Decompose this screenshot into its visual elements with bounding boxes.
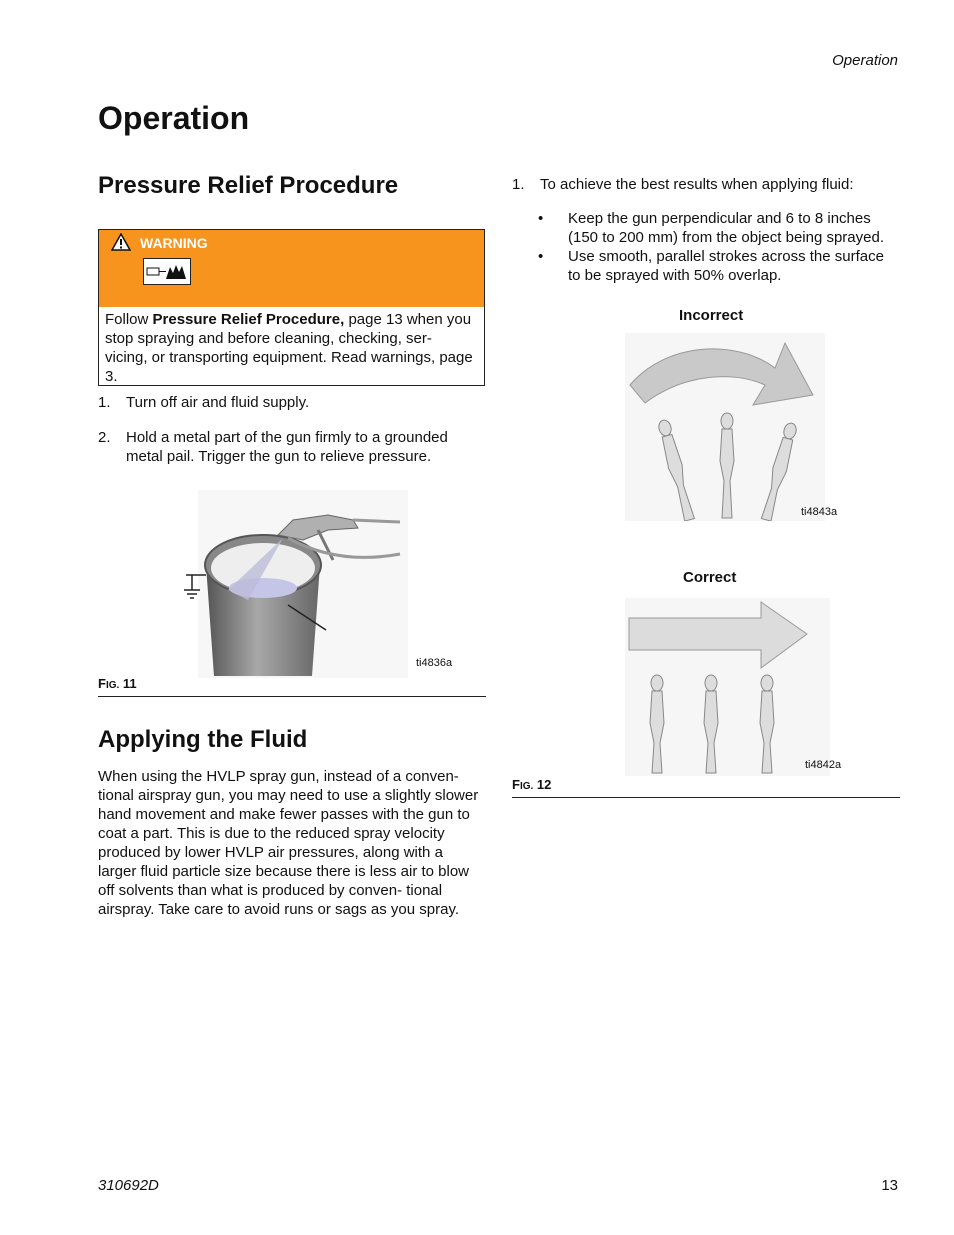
step-number: 1.: [98, 394, 111, 411]
warning-text-pre: Follow: [105, 311, 153, 328]
bullet-text: Keep the gun perpendicular and 6 to 8 inches (150 to 200 mm) from the object being sprayed.: [568, 210, 884, 246]
bullet-icon: •: [538, 210, 544, 227]
figure-rule: [98, 696, 486, 697]
bullet-text: Use smooth, parallel strokes across the surface to be sprayed with 50% overlap.: [568, 248, 884, 284]
figure-label: [512, 777, 551, 792]
figure-label-prefix: F: [512, 777, 520, 792]
pail-grounding-illustration: [178, 490, 408, 678]
warning-box: [98, 229, 485, 386]
correct-straight-stroke-illustration: [625, 598, 830, 776]
figure-id: ti4843a: [801, 506, 838, 518]
warning-header: [99, 230, 484, 307]
incorrect-label: Incorrect: [679, 307, 744, 324]
step-text: Hold a metal part of the gun firmly to a grounded metal pail. Trigger the gun to relieve pressure.: [126, 429, 448, 465]
step-text: To achieve the best results when applying fluid:: [540, 176, 854, 193]
step-text: Turn off air and fluid supply.: [126, 394, 310, 411]
step-number: 2.: [98, 429, 111, 446]
figure-rule: [512, 797, 900, 798]
figure-label-number: 12: [533, 777, 552, 792]
section-heading-applying-fluid: Applying the Fluid: [98, 726, 308, 753]
figure-id: ti4836a: [416, 657, 453, 669]
figure-label-small: IG.: [105, 680, 120, 691]
figure-label-number: 11: [119, 676, 137, 691]
pressure-hazard-icon: [143, 258, 191, 285]
running-header: Operation: [832, 52, 898, 69]
applying-fluid-paragraph: When using the HVLP spray gun, instead of a conven- tional airspray gun, you may need to use a slightly slower hand movement and make fewer passes with the gun to coat a part. This is due to the reduced spray velocity produced by lower HVLP air pressures, along with a larger fluid particle size because there is less air to blow off solvents than what is produced by conven- tional airspray. Take care to avoid runs or sags as you spray.: [98, 768, 479, 918]
document-number: 310692D: [98, 1177, 159, 1194]
warning-triangle-icon: [111, 233, 131, 251]
incorrect-arc-stroke-illustration: [625, 333, 825, 521]
warning-text-post: page 13 when you stop spraying and before cleaning, checking, ser- vicing, or transporting equipment. Read warnings, page 3.: [105, 311, 473, 385]
section-heading-pressure-relief: Pressure Relief Procedure: [98, 172, 399, 199]
warning-text: [105, 310, 477, 386]
figure-label-small: IG.: [519, 781, 534, 792]
warning-text-bold: Pressure Relief Procedure,: [152, 311, 345, 328]
figure-label: [98, 676, 137, 691]
step-number: 1.: [512, 176, 525, 193]
figure-id: ti4842a: [805, 759, 842, 771]
page-title: Operation: [98, 100, 250, 136]
warning-title: WARNING: [140, 235, 208, 251]
figure-label-prefix: F: [98, 676, 106, 691]
bullet-icon: •: [538, 248, 544, 265]
page-number: 13: [881, 1177, 898, 1194]
correct-label: Correct: [683, 569, 737, 586]
